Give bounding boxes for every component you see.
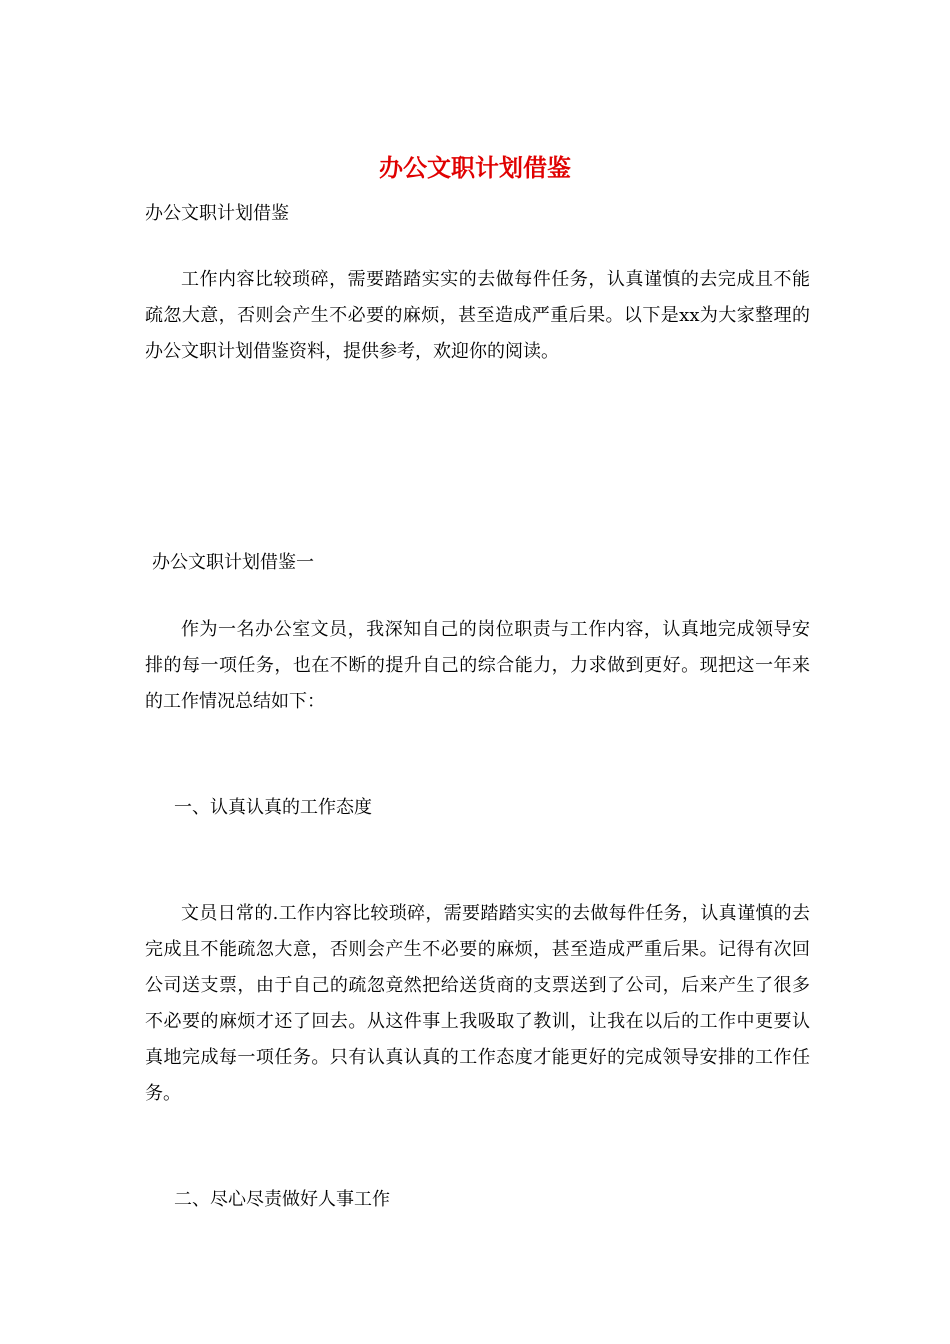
document-title: 办公文职计划借鉴 [379, 153, 571, 182]
part-one-paragraph: 作为一名办公室文员，我深知自己的岗位职责与工作内容，认真地完成领导安排的每一项任务，也在不断的提升自己的综合能力，力求做到更好。现把这一年来的工作情况总结如下： [145, 619, 810, 712]
section-two-heading: 二、尽心尽责做好人事工作 [174, 1189, 390, 1210]
document-subtitle: 办公文职计划借鉴 [145, 203, 289, 224]
part-one-heading: 办公文职计划借鉴一 [152, 552, 314, 573]
intro-paragraph: 工作内容比较琐碎，需要踏踏实实的去做每件任务，认真谨慎的去完成且不能疏忽大意，否则会产生不必要的麻烦，甚至造成严重后果。以下是xx为大家整理的办公文职计划借鉴资料，提供参考，欢迎你的阅读。 [145, 269, 810, 362]
section-one-paragraph: 文员日常的.工作内容比较琐碎，需要踏踏实实的去做每件任务，认真谨慎的去完成且不能疏忽大意，否则会产生不必要的麻烦，甚至造成严重后果。记得有次回公司送支票，由于自己的疏忽竟然把给送货商的支票送到了公司，后来产生了很多不必要的麻烦才还了回去。从这件事上我吸取了教训，让我在以后的工作中更要认真地完成每一项任务。只有认真认真的工作态度才能更好的完成领导安排的工作任务。 [145, 903, 810, 1104]
section-one-heading: 一、认真认真的工作态度 [174, 797, 372, 818]
